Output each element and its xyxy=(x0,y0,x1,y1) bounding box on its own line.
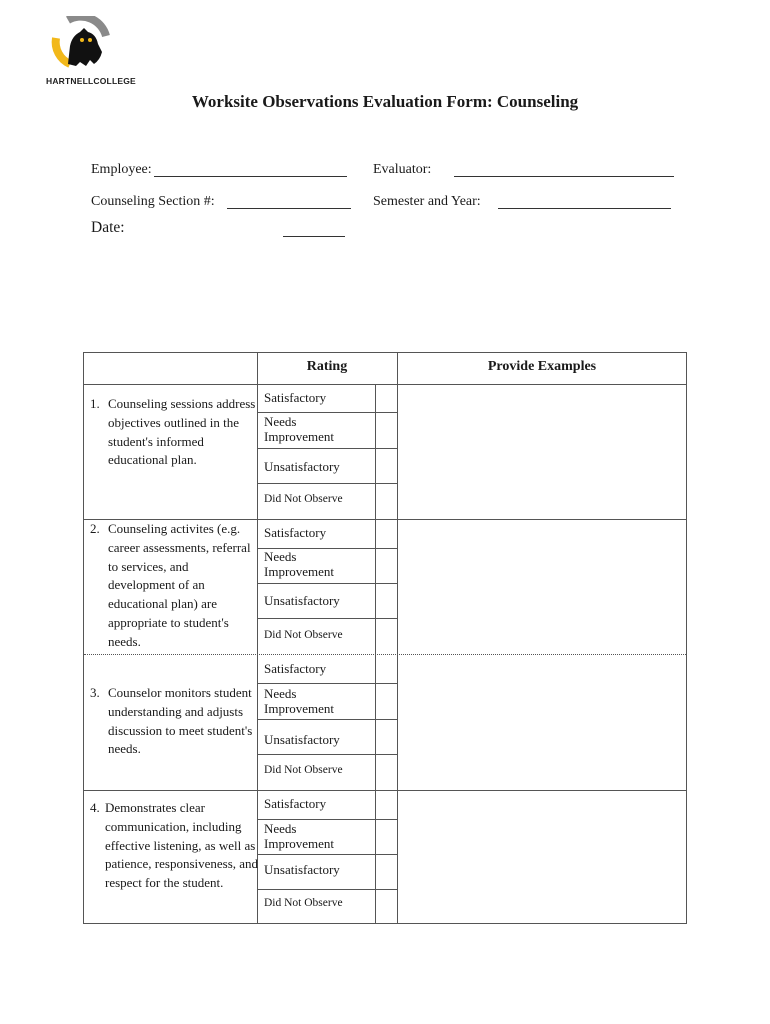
option-needs-improvement[interactable]: Needs Improvement xyxy=(264,686,335,716)
section-label: Counseling Section #: xyxy=(91,194,215,209)
section-field[interactable] xyxy=(227,208,351,209)
option-needs-improvement[interactable]: Needs Improvement xyxy=(264,414,335,444)
option-did-not-observe[interactable]: Did Not Observe xyxy=(264,897,343,909)
date-label: Date: xyxy=(91,219,125,236)
form-title: Worksite Observations Evaluation Form: Counseling xyxy=(191,92,579,111)
criterion-2-text: Counseling activites (e.g. career assessments, referral to services, and development of an educational plan) are appropriate to student's needs. xyxy=(108,521,251,649)
rating-header: Rating xyxy=(306,359,348,374)
evaluator-field[interactable] xyxy=(454,176,674,177)
evaluation-table: Rating Provide Examples 1. Counseling sessions address objectives outlined in the student's informed educational plan. 2. Counseling activites (e.g. career assessments, referral to services, and development of an educational plan) are appropriate to student's needs. 3. Counselor monitors student understanding and adjusts discussion to meet student's needs. 4. Demonstrates clear communication, including effective listening, as well as patience, responsiveness, and respect for the student. Satisfactory Needs Improvement Unsatisfactory Did Not Observe Satisfactory Needs Improvement Unsatisfactory Did Not Observe Satisfactory Needs Improvement Unsatisfactory Did Not Observe Satisfactory Needs Improvement Unsatisfactory Did Not Observe xyxy=(83,352,687,924)
college-logo xyxy=(46,16,136,92)
criterion-4-text: Demonstrates clear communication, including effective listening, as well as patience, responsiveness, and respect for the student. xyxy=(105,800,259,891)
semester-label: Semester and Year: xyxy=(373,194,481,209)
option-unsatisfactory[interactable]: Unsatisfactory xyxy=(264,459,340,474)
option-satisfactory[interactable]: Satisfactory xyxy=(264,796,327,811)
option-did-not-observe[interactable]: Did Not Observe xyxy=(264,629,343,641)
evaluator-label: Evaluator: xyxy=(373,162,432,177)
option-did-not-observe[interactable]: Did Not Observe xyxy=(264,764,343,776)
option-satisfactory[interactable]: Satisfactory xyxy=(264,390,327,405)
semester-field[interactable] xyxy=(498,208,671,209)
option-unsatisfactory[interactable]: Unsatisfactory xyxy=(264,732,340,747)
option-did-not-observe[interactable]: Did Not Observe xyxy=(264,493,343,505)
option-satisfactory[interactable]: Satisfactory xyxy=(264,525,327,540)
criterion-1-text: Counseling sessions address objectives outlined in the student's informed educational plan. xyxy=(108,396,256,468)
employee-label: Employee: xyxy=(91,162,152,177)
option-satisfactory[interactable]: Satisfactory xyxy=(264,661,327,676)
college-name: HARTNELLCOLLEGE xyxy=(46,76,136,86)
option-unsatisfactory[interactable]: Unsatisfactory xyxy=(264,593,340,608)
option-needs-improvement[interactable]: Needs Improvement xyxy=(264,821,335,851)
option-needs-improvement[interactable]: Needs Improvement xyxy=(264,549,335,579)
examples-header: Provide Examples xyxy=(487,359,597,374)
date-field[interactable] xyxy=(283,236,345,237)
criterion-3-text: Counselor monitors student understanding and adjusts discussion to meet student's needs. xyxy=(108,685,253,757)
panther-logo-icon xyxy=(50,16,112,74)
employee-field[interactable] xyxy=(154,176,347,177)
option-unsatisfactory[interactable]: Unsatisfactory xyxy=(264,862,340,877)
